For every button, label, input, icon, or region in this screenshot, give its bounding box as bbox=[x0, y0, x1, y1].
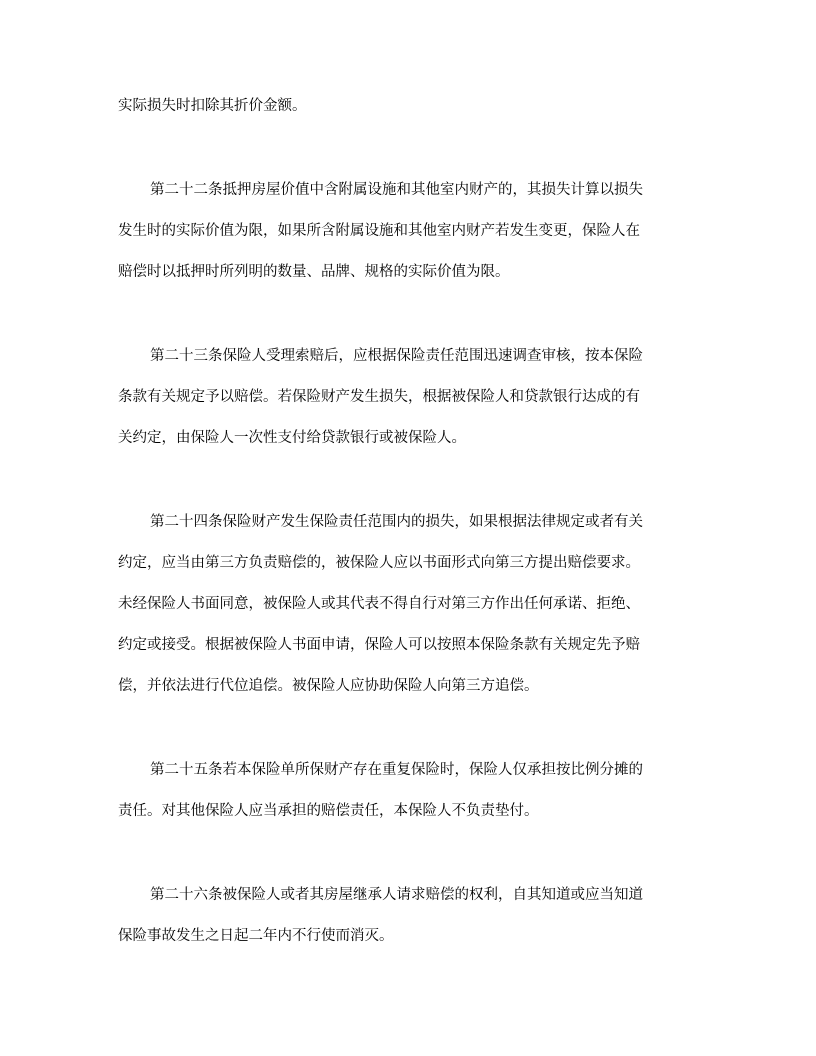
article-26-line-1: 第二十六条被保险人或者其房屋继承人请求赔偿的权利，自其知道或应当知道 bbox=[150, 887, 643, 903]
article-24-line-4: 约定或接受。根据被保险人书面申请，保险人可以按照本保险条款有关规定先予赔 bbox=[118, 637, 640, 653]
article-22-line-1: 第二十二条抵押房屋价值中含附属设施和其他室内财产的，其损失计算以损失 bbox=[150, 182, 643, 198]
article-24-line-3: 未经保险人书面同意，被保险人或其代表不得自行对第三方作出任何承诺、拒绝、 bbox=[118, 596, 640, 612]
article-24-line-1: 第二十四条保险财产发生保险责任范围内的损失，如果根据法律规定或者有关 bbox=[150, 514, 643, 530]
article-21-continuation: 实际损失时扣除其折价金额。 bbox=[118, 98, 307, 114]
article-25-line-2: 责任。对其他保险人应当承担的赔偿责任，本保险人不负责垫付。 bbox=[118, 803, 539, 819]
article-22-line-3: 赔偿时以抵押时所列明的数量、品牌、规格的实际价值为限。 bbox=[118, 264, 510, 280]
article-23-line-3: 关约定，由保险人一次性支付给贷款银行或被保险人。 bbox=[118, 430, 466, 446]
article-24-line-2: 约定，应当由第三方负责赔偿的，被保险人应以书面形式向第三方提出赔偿要求。 bbox=[118, 555, 640, 571]
article-23-line-1: 第二十三条保险人受理索赔后，应根据保险责任范围迅速调查审核，按本保险 bbox=[150, 348, 643, 364]
article-23-line-2: 条款有关规定予以赔偿。若保险财产发生损失，根据被保险人和贷款银行达成的有 bbox=[118, 389, 640, 405]
article-26-line-2: 保险事故发生之日起二年内不行使而消灭。 bbox=[118, 928, 394, 944]
article-24-line-5: 偿，并依法进行代位追偿。被保险人应协助保险人向第三方追偿。 bbox=[118, 678, 539, 694]
article-25-line-1: 第二十五条若本保险单所保财产存在重复保险时，保险人仅承担按比例分摊的 bbox=[150, 762, 643, 778]
article-22-line-2: 发生时的实际价值为限，如果所含附属设施和其他室内财产若发生变更，保险人在 bbox=[118, 223, 640, 239]
